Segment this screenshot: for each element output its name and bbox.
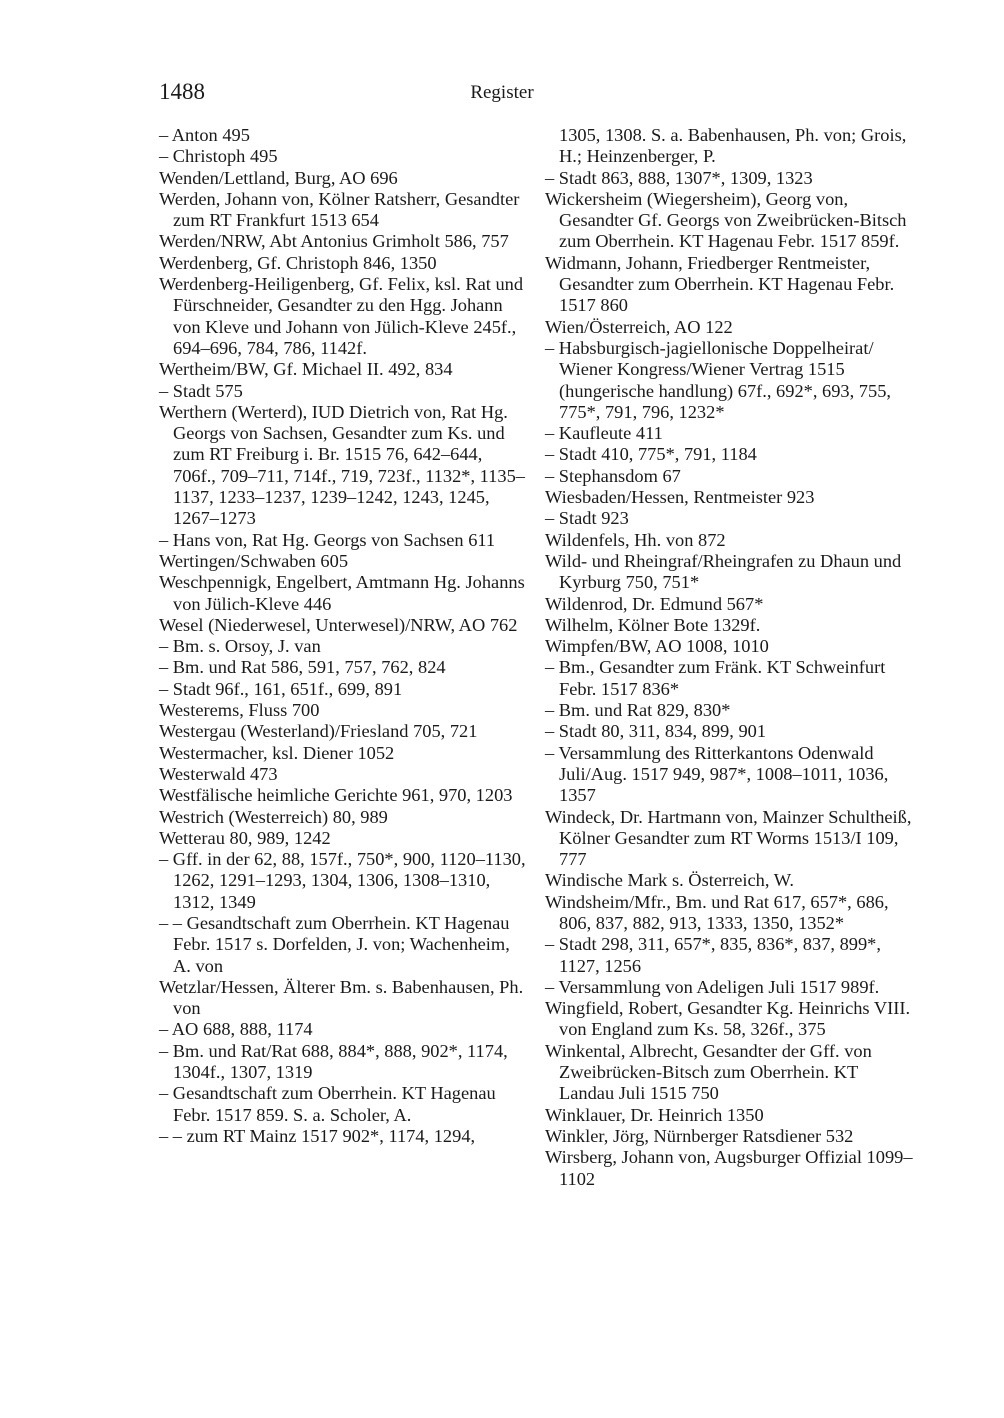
index-entry: Westermacher, ksl. Diener 1052 <box>159 742 395 763</box>
index-entry: – Stadt 863, 888, 1307*, 1309, 1323 <box>545 167 813 188</box>
index-entry: Wetzlar/Hessen, Älterer Bm. s. Babenhausen, Ph. von <box>159 976 524 1019</box>
index-column-right <box>545 125 915 1190</box>
index-entry: Werden/NRW, Abt Antonius Grimholt 586, 757 <box>159 231 509 252</box>
index-entry: – Bm. und Rat 829, 830* <box>545 700 731 721</box>
index-entry: Wildenrod, Dr. Edmund 567* <box>545 593 764 614</box>
index-entry: – Bm., Gesandter zum Fränk. KT Schweinfurt Febr. 1517 836* <box>545 657 886 699</box>
page-number: 1488 <box>159 79 205 104</box>
index-entry: Werthern (Werterd), IUD Dietrich von, Rat Hg. Georgs von Sachsen, Gesandter zum Ks. und zum RT Freiburg i. Br. 1515 76, 642–644, 706f., 709–711, 714f., 719, 723f., 1132*, 1135–1137, 1233–1237, 1239–1242, 1243, 1245, 1267–1273 <box>159 401 525 529</box>
index-entry: Werden, Johann von, Kölner Ratsherr, Gesandter zum RT Frankfurt 1513 654 <box>159 188 520 231</box>
index-entry: – Stadt 80, 311, 834, 899, 901 <box>545 721 767 742</box>
index-entry: Widmann, Johann, Friedberger Rentmeister, Gesandter zum Oberrhein. KT Hagenau Febr. 1517 860 <box>545 252 895 316</box>
index-entry: Winklauer, Dr. Heinrich 1350 <box>545 1104 764 1125</box>
index-entry: Wild- und Rheingraf/Rheingrafen zu Dhaun und Kyrburg 750, 751* <box>545 550 902 593</box>
index-entry: Wildenfels, Hh. von 872 <box>545 529 726 550</box>
index-entry: Windische Mark s. Österreich, W. <box>545 870 795 891</box>
index-entry: – Kaufleute 411 <box>545 423 663 444</box>
index-entry: Wiesbaden/Hessen, Rentmeister 923 <box>545 487 815 508</box>
index-column-left <box>159 125 529 1147</box>
index-entry: Westerems, Fluss 700 <box>159 700 320 721</box>
index-entry: – – zum RT Mainz 1517 902*, 1174, 1294, <box>159 1125 476 1146</box>
index-entry: Werdenberg-Heiligenberg, Gf. Felix, ksl. Rat und Fürschneider, Gesandter zu den Hgg. Johann von Kleve und Johann von Jülich-Kleve 245f., 694–696, 784, 786, 1142f. <box>159 274 524 358</box>
index-entry: – Hans von, Rat Hg. Georgs von Sachsen 611 <box>159 529 496 550</box>
index-entry: – Gesandtschaft zum Oberrhein. KT Hagenau Febr. 1517 859. S. a. Scholer, A. <box>159 1083 496 1125</box>
index-entry: – Versammlung von Adeligen Juli 1517 989f. <box>545 976 880 997</box>
index-entry: – Stadt 575 <box>159 380 243 401</box>
index-entry: Wimpfen/BW, AO 1008, 1010 <box>545 636 769 657</box>
index-entry: Windeck, Dr. Hartmann von, Mainzer Schultheiß, Kölner Gesandter zum RT Worms 1513/I 109, 777 <box>545 806 912 870</box>
index-entry: – Stadt 96f., 161, 651f., 699, 891 <box>159 678 403 699</box>
index-entry: Wien/Österreich, AO 122 <box>545 316 733 337</box>
index-entry: – Versammlung des Ritterkantons Odenwald Juli/Aug. 1517 949, 987*, 1008–1011, 1036, 1357 <box>545 742 889 806</box>
index-entry: Westerwald 473 <box>159 763 278 784</box>
index-entry: Westrich (Westerreich) 80, 989 <box>159 806 388 827</box>
index-entry: – Anton 495 <box>159 125 250 145</box>
index-entry: – Stephansdom 67 <box>545 465 681 486</box>
index-entry: – – Gesandtschaft zum Oberrhein. KT Hagenau Febr. 1517 s. Dorfelden, J. von; Wachenheim, A. von <box>159 912 510 976</box>
index-entry: Wesel (Niederwesel, Unterwesel)/NRW, AO 762 <box>159 614 518 635</box>
index-entry: – AO 688, 888, 1174 <box>159 1019 313 1040</box>
index-entry: – Christoph 495 <box>159 146 278 167</box>
index-entry: – Habsburgisch-jagiellonische Doppelheirat/ Wiener Kongress/Wiener Vertrag 1515 (hungerische handlung) 67f., 692*, 693, 755, 775*, 791, 796, 1232* <box>545 337 891 422</box>
index-entry: Wenden/Lettland, Burg, AO 696 <box>159 167 398 188</box>
index-entry: Werdenberg, Gf. Christoph 846, 1350 <box>159 252 437 273</box>
index-entry: – Stadt 410, 775*, 791, 1184 <box>545 444 757 465</box>
index-entry: Westfälische heimliche Gerichte 961, 970, 1203 <box>159 785 513 806</box>
index-entry: Wilhelm, Kölner Bote 1329f. <box>545 614 761 635</box>
index-entry: Wetterau 80, 989, 1242 <box>159 827 331 848</box>
index-entry: – Bm. und Rat 586, 591, 757, 762, 824 <box>159 657 446 678</box>
index-entry: Winkler, Jörg, Nürnberger Ratsdiener 532 <box>545 1125 854 1146</box>
index-entry: Westergau (Westerland)/Friesland 705, 721 <box>159 721 478 742</box>
index-entry: – Stadt 923 <box>545 508 629 529</box>
index-entry: Windsheim/Mfr., Bm. und Rat 617, 657*, 686, 806, 837, 882, 913, 1333, 1350, 1352* <box>545 891 889 933</box>
index-entry: – Gff. in der 62, 88, 157f., 750*, 900, 1120–1130, 1262, 1291–1293, 1304, 1306, 1308–1310, 1312, 1349 <box>159 849 526 912</box>
index-entry: – Bm. s. Orsoy, J. van <box>159 636 321 657</box>
index-entry: Winkental, Albrecht, Gesandter der Gff. von Zweibrücken-Bitsch zum Oberrhein. KT Landau Juli 1515 750 <box>545 1040 872 1104</box>
index-entry: – Bm. und Rat/Rat 688, 884*, 888, 902*, 1174, 1304f., 1307, 1319 <box>159 1040 508 1083</box>
index-entry: Wirsberg, Johann von, Augsburger Offizial 1099–1102 <box>545 1147 913 1189</box>
index-entry: Wingfield, Robert, Gesandter Kg. Heinrichs VIII. von England zum Ks. 58, 326f., 375 <box>545 998 911 1040</box>
running-head: Register <box>470 82 534 103</box>
index-entry: Wickersheim (Wiegersheim), Georg von, Gesandter Gf. Georgs von Zweibrücken-Bitsch zum Oberrhein. KT Hagenau Febr. 1517 859f. <box>545 188 907 252</box>
index-entry: Wertheim/BW, Gf. Michael II. 492, 834 <box>159 359 453 380</box>
index-entry: Wertingen/Schwaben 605 <box>159 550 349 571</box>
index-entry: Weschpennigk, Engelbert, Amtmann Hg. Johanns von Jülich-Kleve 446 <box>159 572 525 614</box>
index-entry-continuation: 1305, 1308. S. a. Babenhausen, Ph. von; Grois, H.; Heinzenberger, P. <box>559 125 907 167</box>
index-entry: – Stadt 298, 311, 657*, 835, 836*, 837, 899*, 1127, 1256 <box>545 934 881 976</box>
